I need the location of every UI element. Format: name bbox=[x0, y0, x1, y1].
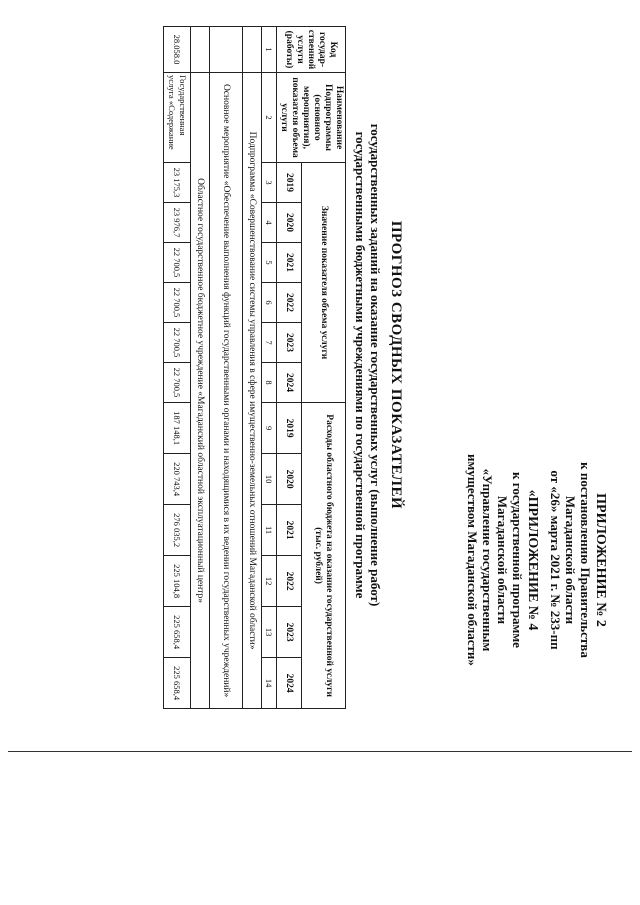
column-number: 14 bbox=[262, 658, 277, 709]
main-activity-title: Основное мероприятие «Обеспечение выполнения функций государственными органами и находящимися в их ведении государственных учреждений» bbox=[210, 73, 243, 709]
row-budget: 187 148,1 bbox=[164, 403, 191, 454]
row-volume: 23 175,3 bbox=[164, 163, 191, 203]
header-budget-year: 2021 bbox=[277, 505, 302, 556]
header-budget-year: 2023 bbox=[277, 607, 302, 658]
column-number: 13 bbox=[262, 607, 277, 658]
appendix-4-line-4: имуществом Магаданской области» bbox=[465, 454, 480, 666]
rotated-document bbox=[56, 20, 616, 710]
document-subtitle bbox=[353, 60, 383, 670]
subprogram-title: Подпрограмма «Совершенствование системы управления в сфере имущественно-земельных отношений Магаданской области» bbox=[243, 73, 262, 709]
appendix-4-block bbox=[465, 420, 540, 700]
appendix-4-title: «ПРИЛОЖЕНИЕ № 4 bbox=[525, 489, 540, 631]
row-budget: 225 658,4 bbox=[164, 658, 191, 709]
header-volume-year: 2021 bbox=[277, 243, 302, 283]
column-number: 4 bbox=[262, 203, 277, 243]
column-number: 1 bbox=[262, 27, 277, 73]
appendix-4-line-3: «Управление государственным bbox=[480, 468, 495, 652]
appendix-2-line-3: от «26» марта 2021 г. № 233-пп bbox=[548, 470, 563, 650]
column-number: 10 bbox=[262, 454, 277, 505]
header-budget-year: 2020 bbox=[277, 454, 302, 505]
document-subtitle-line-2: государственными бюджетными учреждениями по государственной программе bbox=[353, 131, 368, 599]
header-budget-year: 2022 bbox=[277, 556, 302, 607]
row-name: Государственная услуга «Содержание bbox=[164, 73, 191, 163]
column-number: 5 bbox=[262, 243, 277, 283]
row-volume: 22 700,5 bbox=[164, 323, 191, 363]
column-number: 12 bbox=[262, 556, 277, 607]
empty-cell bbox=[243, 27, 262, 73]
column-number: 7 bbox=[262, 323, 277, 363]
table-row bbox=[164, 27, 191, 709]
column-number: 3 bbox=[262, 163, 277, 203]
header-volume-year: 2019 bbox=[277, 163, 302, 203]
row-budget: 220 743,4 bbox=[164, 454, 191, 505]
row-volume: 22 700,5 bbox=[164, 243, 191, 283]
row-budget: 225 104,8 bbox=[164, 556, 191, 607]
document-title: ПРОГНОЗ СВОДНЫХ ПОКАЗАТЕЛЕЙ bbox=[388, 220, 404, 510]
appendix-4-line-2: Магаданской области bbox=[495, 495, 510, 625]
header-name: Наименование Подпрограммы (основного мероприятия), показателя объема услуги bbox=[277, 73, 346, 163]
document-subtitle-line-1: государственных заданий на оказание государственных услуг (выполнение работ) bbox=[368, 123, 383, 607]
row-budget: 225 658,4 bbox=[164, 607, 191, 658]
column-number: 11 bbox=[262, 505, 277, 556]
column-number: 6 bbox=[262, 283, 277, 323]
header-budget-group: Расходы областного бюджета на оказание государственной услуги (тыс. рублей) bbox=[301, 403, 345, 709]
empty-cell bbox=[191, 27, 210, 73]
appendix-2-title: ПРИЛОЖЕНИЕ № 2 bbox=[593, 493, 608, 627]
indicators-table bbox=[163, 26, 346, 709]
column-number: 9 bbox=[262, 403, 277, 454]
row-budget: 276 035,2 bbox=[164, 505, 191, 556]
appendix-2-block bbox=[548, 420, 608, 700]
row-volume: 23 976,7 bbox=[164, 203, 191, 243]
column-number: 8 bbox=[262, 363, 277, 403]
header-row-groups bbox=[301, 27, 345, 709]
institution-title: Областное государственное бюджетное учреждение «Магаданский областной эксплуатационный центр» bbox=[191, 73, 210, 709]
subprogram-row bbox=[243, 27, 262, 709]
appendix-2-line-1: к постановлению Правительства bbox=[578, 462, 593, 658]
header-code: Код государ-ственной услуги (работы) bbox=[277, 27, 346, 73]
header-volume-group: Значение показателя объема услуги bbox=[301, 163, 345, 403]
header-budget-year: 2024 bbox=[277, 658, 302, 709]
row-volume: 22 700,5 bbox=[164, 283, 191, 323]
column-number-row bbox=[262, 27, 277, 709]
main-activity-row bbox=[210, 27, 243, 709]
institution-row bbox=[191, 27, 210, 709]
scan-edge-line bbox=[8, 751, 632, 752]
appendix-2-line-2: Магаданской области bbox=[563, 495, 578, 625]
header-volume-year: 2022 bbox=[277, 283, 302, 323]
row-volume: 22 700,5 bbox=[164, 363, 191, 403]
row-code: 28.058.0 bbox=[164, 27, 191, 73]
header-volume-year: 2023 bbox=[277, 323, 302, 363]
empty-cell bbox=[210, 27, 243, 73]
header-budget-year: 2019 bbox=[277, 403, 302, 454]
column-number: 2 bbox=[262, 73, 277, 163]
header-volume-year: 2024 bbox=[277, 363, 302, 403]
header-volume-year: 2020 bbox=[277, 203, 302, 243]
appendix-4-line-1: к государственной программе bbox=[510, 472, 525, 648]
document-page bbox=[56, 20, 616, 710]
